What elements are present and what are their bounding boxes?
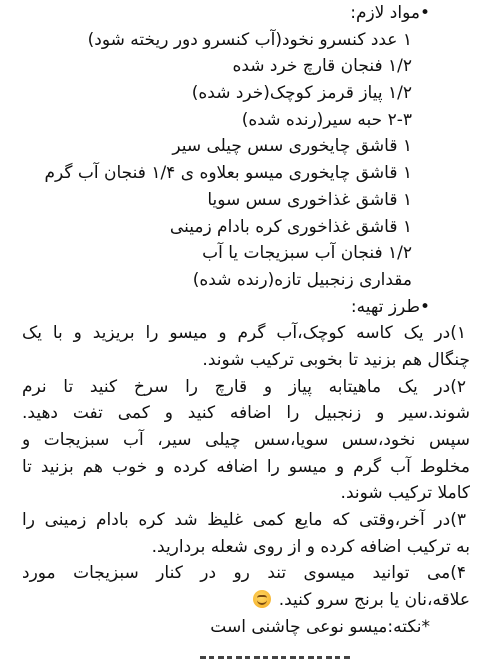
ingredient-item: ۱/۲ فنجان آب سبزیجات یا آب xyxy=(202,243,412,264)
ingredient-item: ۱ قاشق غذاخوری سس سویا xyxy=(207,189,412,210)
step-4 xyxy=(22,560,470,613)
ingredient-item: ۱ قاشق چایخوری میسو بعلاوه ی ۱/۴ فنجان آب گرم xyxy=(44,163,412,184)
materials-heading: •مواد لازم: xyxy=(350,3,430,23)
step-line: شوند.سیر و زنجبیل را اضافه کنید و کمی تفت دهید. xyxy=(22,403,470,424)
step-line: کاملا ترکیب شوند. xyxy=(340,483,470,504)
step-line: سپس نخود،سس سویا،سس چیلی سیر، آب سبزیجات و xyxy=(22,430,470,450)
step-2 xyxy=(22,374,470,507)
note-text: *نکته:میسو نوعی چاشنی است xyxy=(210,616,430,637)
smiling-face-emoji-icon xyxy=(253,590,271,608)
step-line: ۴)می توانید میسوی تند رو در کنار سبزیجات مورد xyxy=(22,563,466,584)
step-line xyxy=(22,587,470,614)
ingredient-item: ۱ عدد کنسرو نخود(آب کنسرو دور ریخته شود) xyxy=(87,29,412,50)
ingredient-item: ۱/۲ فنجان قارچ خرد شده xyxy=(232,56,412,77)
step-line: مخلوط آب گرم و میسو را اضافه کرده و خوب هم بزنید تا xyxy=(22,456,470,477)
step-1 xyxy=(22,320,470,373)
step-line: به ترکیب اضافه کرده و از روی شعله بردارید. xyxy=(151,536,470,557)
ingredient-item: مقداری زنجبیل تازه(رنده شده) xyxy=(192,269,412,290)
step-line: ۳)در آخر،وقتی که مایع کمی غلیظ شد کره بادام زمینی را xyxy=(22,510,466,531)
step-line-text: علاقه،نان یا برنج سرو کنید. xyxy=(278,590,470,611)
ingredient-item: ۲-۳ حبه سیر(رنده شده) xyxy=(241,109,412,130)
cropped-text-fragment xyxy=(200,651,350,659)
recipe-document xyxy=(22,0,470,641)
ingredients-list xyxy=(22,27,470,294)
step-line: ۲)در یک ماهیتابه پیاز و قارچ را سرخ کنید تا نرم xyxy=(22,376,466,397)
ingredient-item: ۱/۲ پیاز قرمز کوچک(خرد شده) xyxy=(191,83,412,104)
method-heading: •طرز تهیه: xyxy=(350,296,430,317)
step-3 xyxy=(22,507,470,560)
ingredient-item: ۱ قاشق چایخوری سس چیلی سیر xyxy=(172,136,412,157)
step-line: ۱)در یک کاسه کوچک،آب گرم و میسو را بریزید و با یک xyxy=(22,323,466,344)
step-line: چنگال هم بزنید تا بخوبی ترکیب شوند. xyxy=(202,349,470,370)
ingredient-item: ۱ قاشق غذاخوری کره بادام زمینی xyxy=(169,216,412,237)
